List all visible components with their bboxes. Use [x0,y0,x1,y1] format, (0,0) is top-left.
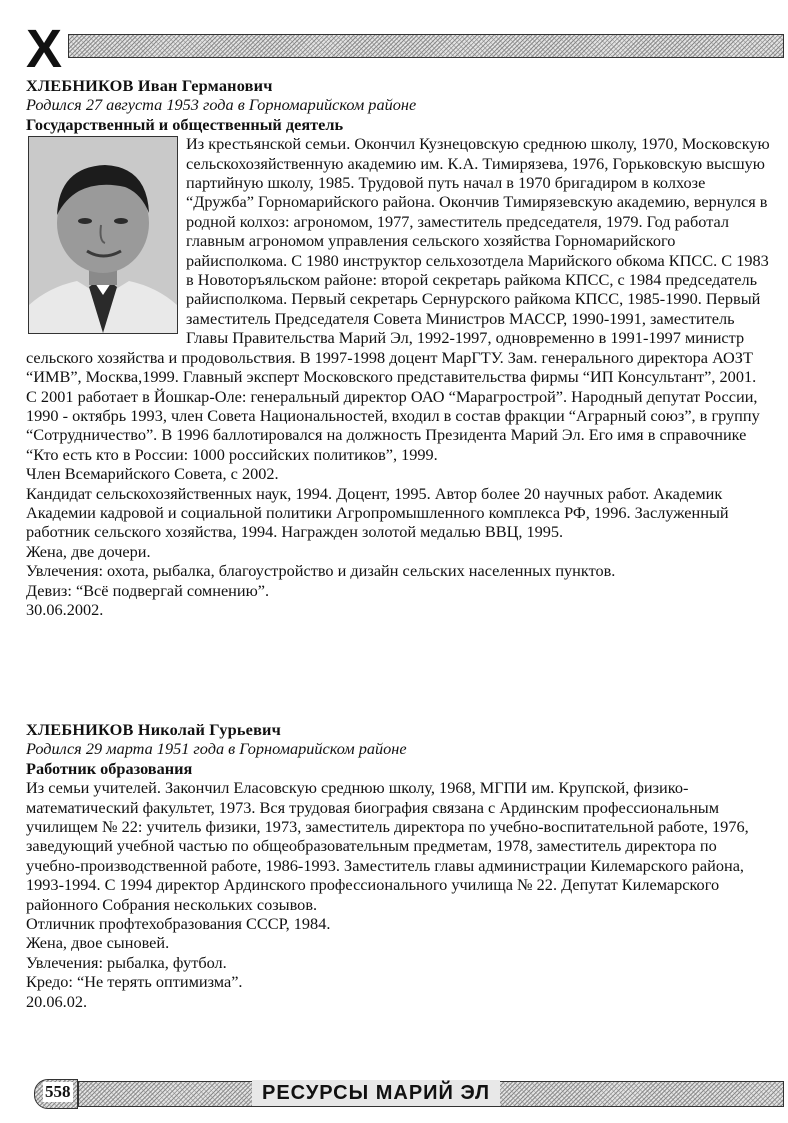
page-number: 558 [45,1082,71,1101]
biography-date: 20.06.02. [26,991,88,1011]
biography-date: 30.06.2002. [26,599,104,619]
person-role: Работник образования [26,758,193,778]
biography-paragraph: Девиз: “Всё подвергай сомнению”. [26,580,270,600]
person-name: ХЛЕБНИКОВ Иван Германович [26,76,273,95]
biography-entry [26,76,770,619]
birth-info: Родился 27 августа 1953 года в Горномарийском районе [26,95,417,115]
person-role: Государственный и общественный деятель [26,114,344,134]
biography-paragraph: Жена, две дочери. [26,541,151,561]
birth-info: Родился 29 марта 1951 года в Горномарийском районе [26,739,407,759]
biography-entry [26,720,770,1011]
biography-paragraph: Член Всемарийского Совета, с 2002. [26,464,279,484]
biography-paragraph: Кредо: “Не терять оптимизма”. [26,972,243,992]
portrait-photo-icon [29,137,177,333]
header-hatched-bar [68,34,784,58]
biography-paragraph: Кандидат сельскохозяйственных наук, 1994. Доцент, 1995. Автор более 20 научных работ. Академик Академии кадровой и социальной политики Агропромышленного комплекса РФ, 1996. Заслуженный работник сельского хозяйства, 1994. Награжден золотой медалью ВВЦ, 1995. [26,483,729,542]
biography-paragraph: Из крестьянской семьи. Окончил Кузнецовскую среднюю школу, 1970, Московскую сельскохозяйственную академию им. К.А. Тимирязева, 1976, Горьковскую высшую партийную школу, 1985. Трудовой путь начал в 1970 бригадиром в колхозе “Дружба” Горномарийского района. Окончив Тимирязевскую академию, вернулся в родной колхоз: агрономом, 1977, заместитель председателя, 1979. Год работал главным агрономом управления сельского хозяйства Горномарийского райисполкома. С 1980 инструктор сельхозотдела Марийского обкома КПСС. С 1983 в Новоторъяльском районе: второй секретарь райкома КПСС, с 1984 председатель райисполкома. Первый секретарь Сернурского райкома КПСС, 1985-1990. Первый заместитель Председателя Совета Министров МАССР, 1990-1991, заместитель Главы Правительства Марий Эл, 1992-1997, одновременно в 1991-1997 министр сельского хозяйства и продовольствия. В 1997-1998 доцент МарГТУ. Зам. генерального директора АОЗТ “ИМВ”, Москва,1999. Главный эксперт Московского представительства фирмы “ИП Консультант”, 2001. С 2001 работает в Йошкар-Оле: генеральный директор ОАО “Марагрострой”. Народный депутат России, 1990 - октябрь 1993, член Совета Национальностей, входил в состав фракции “Аграрный союз”, в группу “Сотрудничество”. В 1996 баллотировался на должность Президента Марий Эл. Его имя в справочнике “Кто есть кто в России: 1000 российских политиков”, 1999. [26,134,770,464]
biography-paragraph: Жена, двое сыновей. [26,933,170,953]
biography-paragraph: Увлечения: рыбалка, футбол. [26,952,227,972]
section-letter: Х [26,19,63,79]
biography-paragraph: Из семьи учителей. Закончил Еласовскую среднюю школу, 1968, МГПИ им. Крупской, физико-математический факультет, 1973. Вся трудовая биография связана с Ардинским профессиональным училищем № 22: учитель физики, 1973, заместитель директора по учебно-воспитательной работе, 1976, заведующий учебной частью по общеобразовательным предметам, 1978, заместитель директора по учебно-производственной работе, 1986-1993. Заместитель главы администрации Килемарского района, 1993-1994. С 1994 директор Ардинского профессионального училища № 22. Депутат Килемарского районного Собрания нескольких созывов. [26,778,749,914]
biography-paragraph: Отличник профтехобразования СССР, 1984. [26,914,331,934]
person-name: ХЛЕБНИКОВ Николай Гурьевич [26,720,282,739]
footer-title: РЕСУРСЫ МАРИЙ ЭЛ [252,1080,500,1106]
portrait-photo [28,136,178,334]
biography-paragraph: Увлечения: охота, рыбалка, благоустройство и дизайн сельских населенных пунктов. [26,561,616,581]
